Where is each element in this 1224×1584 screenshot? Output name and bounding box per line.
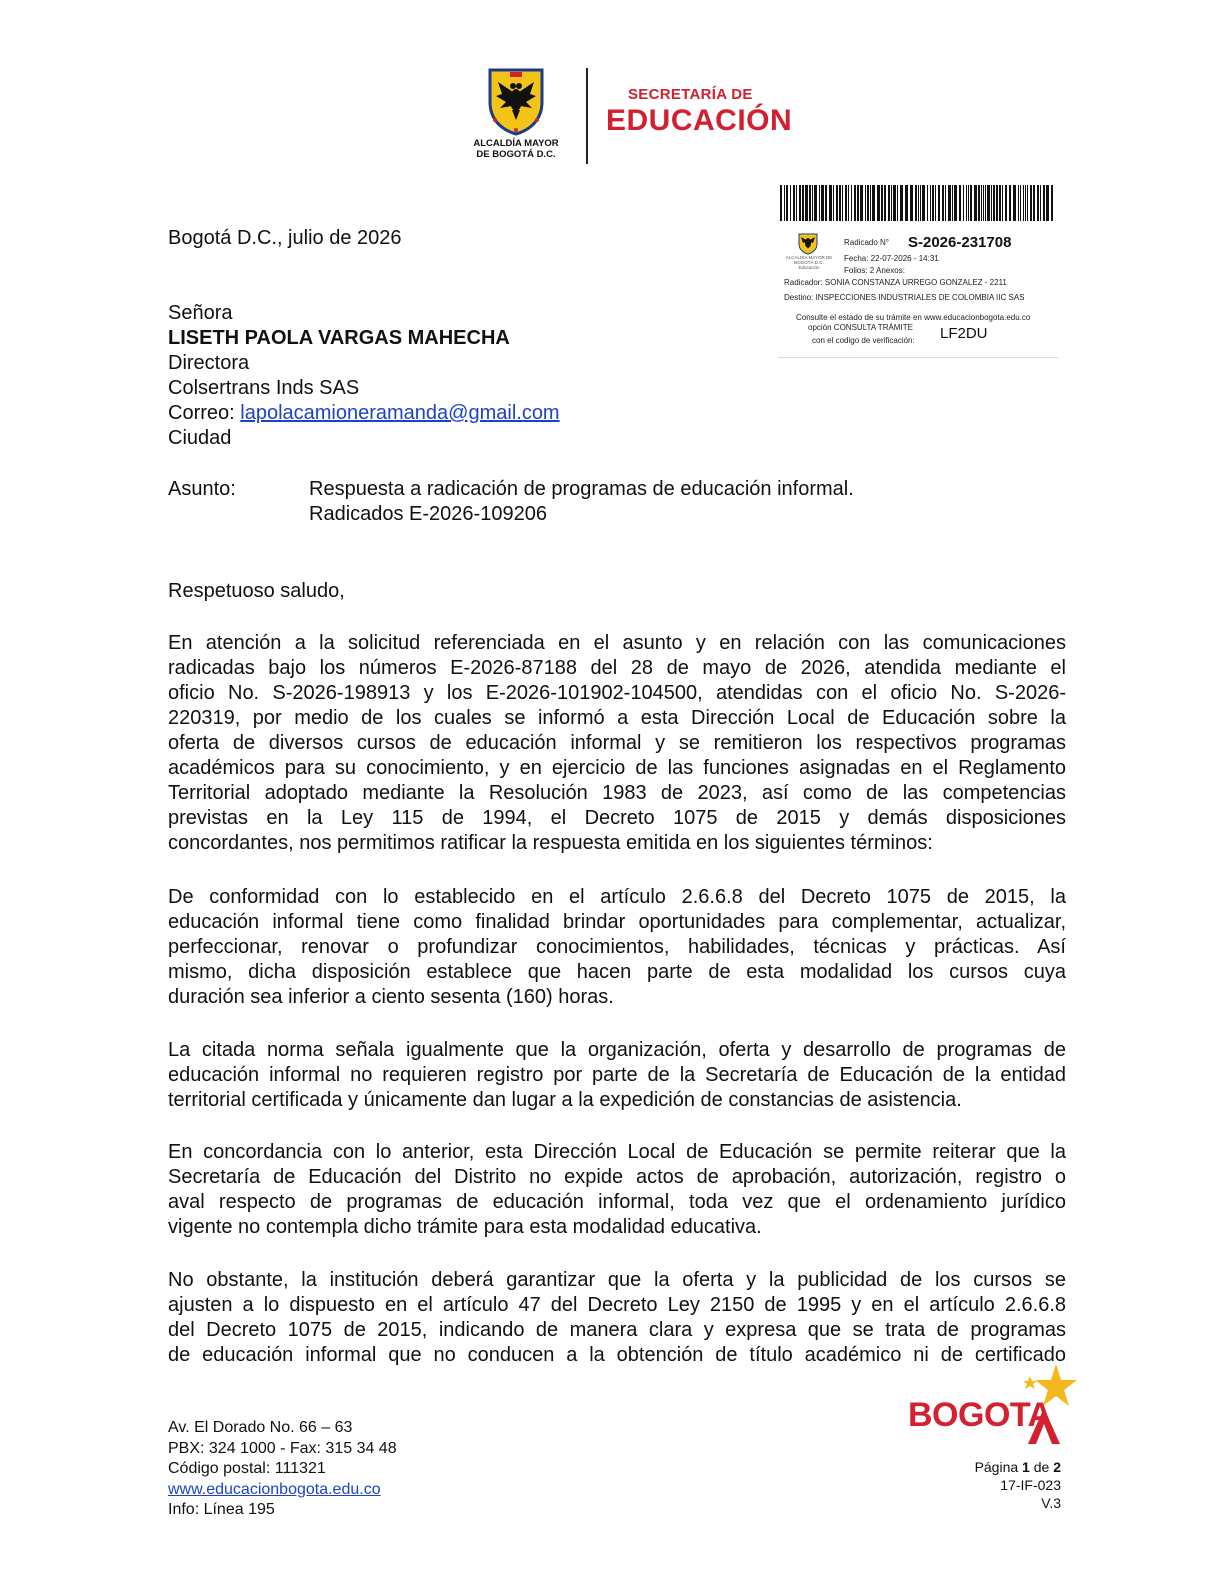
- recipient-email-link[interactable]: lapolacamioneramanda@gmail.com: [240, 402, 560, 424]
- sticker-radicador: Radicador: SONIA CONSTANZA URREGO GONZALEZ - 2211: [784, 278, 1007, 287]
- paragraph-line: educación informal no requieren registro por parte de la Secretaría de Educación de la entidad: [168, 1064, 1066, 1086]
- bogota-logo: [908, 1360, 1078, 1446]
- sticker-opcion: opción CONSULTA TRÁMITE: [808, 323, 913, 332]
- asunto-line-2: Radicados E-2026-109206: [309, 503, 547, 525]
- body-paragraph-1: [168, 631, 1066, 856]
- sticker-fecha: Fecha: 22-07-2026 - 14:31: [844, 254, 939, 263]
- paragraph-line: 220319, por medio de los cuales se informó a esta Dirección Local de Educación sobre la: [168, 707, 1066, 729]
- document-version: V.3: [1041, 1495, 1061, 1511]
- paragraph-line: De conformidad con lo establecido en el artículo 2.6.6.8 del Decreto 1075 de 2015, la: [168, 886, 1066, 908]
- radicado-sticker: [778, 185, 1058, 358]
- sticker-codigo-label: con el codigo de verificación:: [812, 336, 915, 345]
- paragraph-line: mismo, dicha disposición establece que hacen parte de esta modalidad los cursos cuya: [168, 961, 1066, 983]
- body-paragraph-5: [168, 1268, 1066, 1368]
- paragraph-line: ajusten a lo dispuesto en el artículo 47 del Decreto Ley 2150 de 1995 y en el artículo 2.6.6.8: [168, 1294, 1066, 1316]
- alcaldia-line-2: DE BOGOTÁ D.C.: [476, 149, 556, 160]
- recipient-block: [168, 301, 560, 451]
- recipient-email-line: [168, 401, 560, 426]
- paragraph-line: oferta de diversos cursos de educación informal y se remitieron los respectivos programas: [168, 732, 1066, 754]
- greeting: Respetuoso saludo,: [168, 580, 345, 602]
- paragraph-line: vigente no contempla dicho trámite para esta modalidad educativa.: [168, 1216, 762, 1238]
- paragraph-line: académicos para su conocimiento, y en ejercicio de las funciones asignadas en el Reglamento: [168, 757, 1066, 779]
- paragraph-line: En concordancia con lo anterior, esta Dirección Local de Educación se permite reiterar que la: [168, 1141, 1066, 1163]
- header-divider: [586, 68, 588, 164]
- paragraph-line: previstas en la Ley 115 de 1994, el Decreto 1075 de 2015 y demás disposiciones: [168, 807, 1066, 829]
- letterhead: [460, 62, 793, 172]
- footer-page-info: [900, 1458, 1061, 1512]
- secretaria-line-2: EDUCACIÓN: [606, 104, 793, 137]
- body-paragraph-3: [168, 1038, 1066, 1113]
- paragraph-line: educación informal tiene como finalidad brindar oportunidades para complementar, actualizar,: [168, 911, 1066, 933]
- paragraph-line: Territorial adoptado mediante la Resolución 1983 de 2023, así como de las competencias: [168, 782, 1066, 804]
- recipient-name: LISETH PAOLA VARGAS MAHECHA: [168, 327, 510, 349]
- bogota-coat-of-arms-icon: [486, 68, 546, 136]
- paragraph-line: concordantes, nos permitimos ratificar la respuesta emitida en los siguientes términos:: [168, 832, 933, 854]
- email-label: Correo:: [168, 402, 241, 424]
- body-paragraph-2: [168, 885, 1066, 1010]
- barcode-icon: [780, 185, 1056, 221]
- paragraph-line: radicadas bajo los números E-2026-87188 del 28 de mayo de 2026, atendida mediante el: [168, 657, 1066, 679]
- secretaria-line-1: SECRETARÍA DE: [628, 86, 753, 103]
- recipient-role: Directora: [168, 352, 250, 374]
- sticker-destino: Destino: INSPECCIONES INDUSTRIALES DE COLOMBIA IIC SAS: [784, 293, 1025, 302]
- sticker-folios: Folios: 2 Anexos:: [844, 266, 905, 275]
- sticker-consulte: Consulte el estado de su trámite en www.educacionbogota.edu.co: [796, 313, 1031, 322]
- paragraph-line: de educación informal que no conducen a la obtención de título académico ni de certificado: [168, 1344, 1066, 1366]
- paragraph-line: del Decreto 1075 de 2015, indicando de manera clara y expresa que se trata de programas: [168, 1319, 1066, 1341]
- alcaldia-name: [460, 138, 572, 160]
- paragraph-line: duración sea inferior a ciento sesenta (160) horas.: [168, 986, 614, 1008]
- letter-date: Bogotá D.C., julio de 2026: [168, 227, 402, 249]
- asunto-line-1: Respuesta a radicación de programas de educación informal.: [309, 478, 854, 500]
- paragraph-line: La citada norma señala igualmente que la organización, oferta y desarrollo de programas de: [168, 1039, 1066, 1061]
- sticker-radicado-label: Radicado N°: [844, 238, 889, 247]
- body-paragraph-4: [168, 1140, 1066, 1240]
- alcaldia-line-1: ALCALDÍA MAYOR: [473, 138, 559, 149]
- page-number: Página 1 de 2: [974, 1459, 1061, 1475]
- paragraph-line: territorial certificada y únicamente dan lugar a la expedición de constancias de asistencia.: [168, 1089, 962, 1111]
- bogota-logo-text: BOGOTA: [908, 1396, 1052, 1434]
- footer-website-link[interactable]: www.educacionbogota.edu.co: [168, 1480, 381, 1498]
- paragraph-line: oficio No. S-2026-198913 y los E-2026-101902-104500, atendidas con el oficio No. S-2026-: [168, 682, 1066, 704]
- paragraph-line: En atención a la solicitud referenciada en el asunto y en relación con las comunicaciones: [168, 632, 1066, 654]
- document-code: 17-IF-023: [1000, 1477, 1061, 1493]
- sticker-seal-text: ALCALDÍA MAYOR DE BOGOTÁ D.C. Educación: [785, 255, 833, 270]
- recipient-city: Ciudad: [168, 427, 232, 449]
- sticker-radicado-number: S-2026-231708: [908, 234, 1012, 251]
- sticker-verification-code: LF2DU: [940, 325, 988, 342]
- footer-phone: PBX: 324 1000 - Fax: 315 34 48: [168, 1439, 397, 1457]
- asunto-text: [309, 477, 854, 527]
- footer-contact: [168, 1418, 397, 1521]
- paragraph-line: Secretaría de Educación del Distrito no expide actos de aprobación, autorización, registro o: [168, 1166, 1066, 1188]
- paragraph-line: No obstante, la institución deberá garantizar que la oferta y la publicidad de los cursos se: [168, 1269, 1066, 1291]
- footer-postal-code: Código postal: 111321: [168, 1460, 326, 1477]
- paragraph-line: aval respecto de programas de educación informal, toda vez que el ordenamiento jurídico: [168, 1191, 1066, 1213]
- asunto-label: Asunto:: [168, 478, 236, 500]
- recipient-company: Colsertrans Inds SAS: [168, 377, 360, 399]
- sticker-seal-icon: [798, 233, 818, 255]
- footer-info-line: Info: Línea 195: [168, 1501, 275, 1518]
- footer-address: Av. El Dorado No. 66 – 63: [168, 1419, 353, 1436]
- paragraph-line: perfeccionar, renovar o profundizar conocimientos, habilidades, técnicas y prácticas. Así: [168, 936, 1066, 958]
- recipient-title: Señora: [168, 302, 233, 324]
